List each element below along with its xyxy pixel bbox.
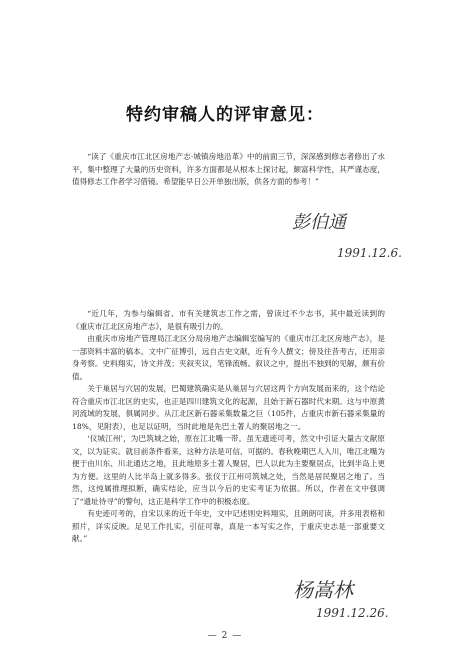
- review-1-signature: 彭伯通: [292, 212, 346, 233]
- review-1-date: 1991.12.6.: [337, 246, 402, 260]
- review-2-paragraph-1: “近几年，为参与编辑省、市有关建筑志工作之需，曾读过不少志书，其中最近读到的《重庆市江北区房地产志》，是很有吸引力的。: [72, 309, 385, 331]
- page-title: 特约审稿人的评审意见：: [126, 105, 324, 125]
- review-2-body: [72, 308, 385, 546]
- review-2-date: 1991.12.26.: [316, 606, 389, 620]
- page-number: — 2 —: [207, 631, 243, 641]
- review-2-paragraph-3: 关于巢居与穴居的发展，巴蜀建筑确实是从巢居与穴居这两个方向发展而来的，这个结论符合重庆市江北区的史实，也正是四川建筑文化的起源，且始于新石器时代末期。这与中原黄河流域的发展，俱属同步。从江北区新石器采集数量之巨（105件，占重庆市新石器采集量的18%，见附表），也足以证明，当时此地是先巴土著人的聚居地之一。: [72, 384, 385, 431]
- review-2-signature: 杨嵩林: [293, 578, 353, 602]
- review-2-paragraph-5: 有史迹可考的，自宋以来的近千年史，文中记述则史料翔实，且朗朗可读，并多用表格和照片，详实反映。足见工作扎实，引征可靠，真是一本写实之作，于重庆史志是一部重要文献。”: [72, 509, 385, 543]
- review-1-text: “读了《重庆市江北区房地产志·城镇房地沿革》中的前面三节，深深感到修志者修出了水平，集中整理了大量的历史资料，许多方面都是从根本上探讨起，颇富科学性，其严谨态度，值得修志工作者学习借镜。希望能早日公开单独出版，供各方面的参考！”: [72, 152, 385, 186]
- review-2-paragraph-4: ‘仪城江州’，为巴筑城之始，原在江北嘴一带。虽无遗迹可考，然文中引证大量古文献原文，以为证实。就目前条件看来，这种方法是可信、可据的。春秋晚期巴人入川，唯江北嘴为便于由川东、川北通达之地，且此地原多土著人聚居，巴人以此为主要聚居点，比到半岛上更为方便。这里的人比半岛上就多得多。张仪于江州可筑城之处，当然是居民聚居之地了。当然，这纯属推理拟断，确实结论，应当以今后的史实考证为依据。所以，作者在文中强调了“遗址待寻”的警句，这正是科学工作中的积极态度。: [72, 434, 385, 506]
- review-2-paragraph-2: 由重庆市房地产管理局江北区分局房地产志编辑室编写的《重庆市江北区房地产志》，是一部资料丰富的稿本。文中广征博引，远自古史文献，近有今人撰文；傍及往昔考古，还用亲身考察。史料翔实，诗文并茂；夹叙夹议，笔锋流畅。叙议之中，提出不独到的见解，颇有价值。: [72, 334, 385, 381]
